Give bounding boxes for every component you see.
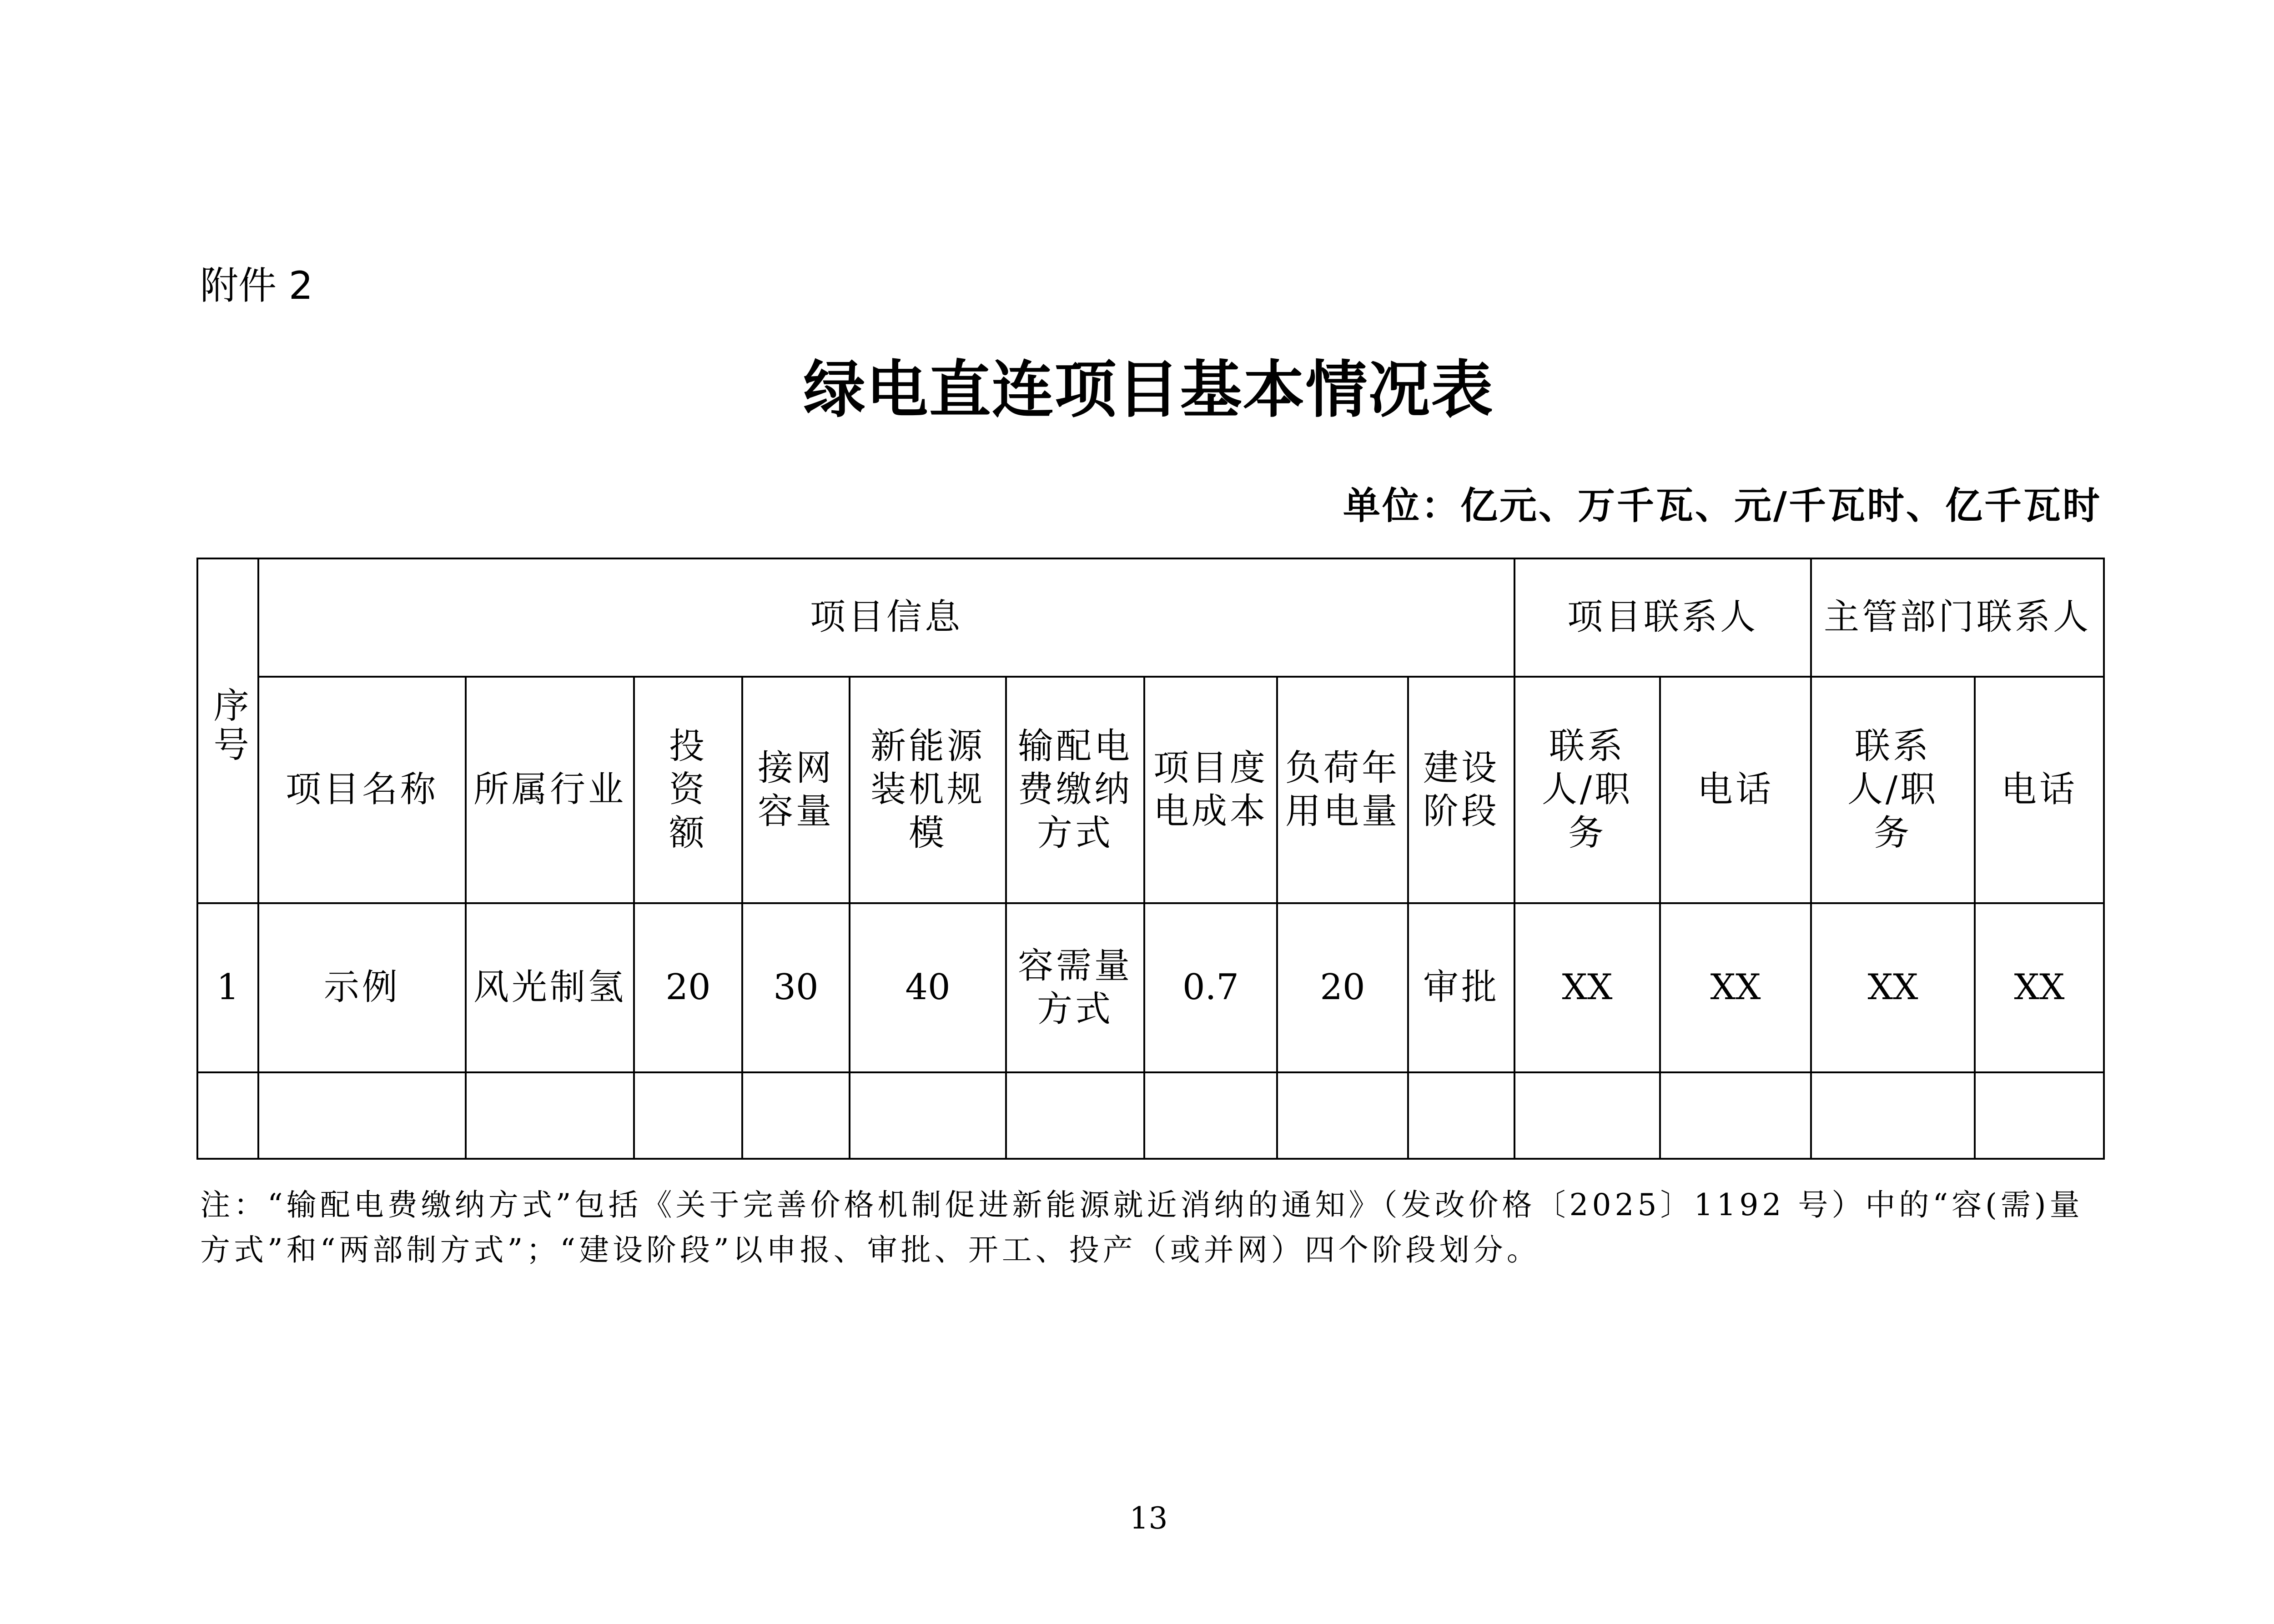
- empty-cell: [466, 1072, 634, 1159]
- header-dept-contact-person: 联系人/职务: [1811, 677, 1975, 903]
- empty-cell: [1514, 1072, 1660, 1159]
- cell-annual-load: 20: [1277, 903, 1408, 1072]
- header-stage: 建设阶段: [1408, 677, 1514, 903]
- table-row: [197, 903, 2104, 1072]
- empty-cell: [1006, 1072, 1144, 1159]
- header-annual-load: 负荷年用电量: [1277, 677, 1408, 903]
- attachment-label: 附件 2: [200, 263, 313, 308]
- cell-dept-contact-person: XX: [1811, 903, 1975, 1072]
- header-seq: 序号: [197, 558, 258, 903]
- empty-cell: [258, 1072, 466, 1159]
- cell-new-energy-scale: 40: [850, 903, 1006, 1072]
- cell-project-contact-phone: XX: [1660, 903, 1811, 1072]
- project-info-table: [196, 558, 2105, 1160]
- page-title: 绿电直连项目基本情况表: [803, 354, 1494, 426]
- footnote-line-1: 注：“输配电费缴纳方式”包括《关于完善价格机制促进新能源就近消纳的通知》（发改价格〔2025〕1192 号）中的“容(需)量: [200, 1187, 2083, 1222]
- cell-industry: 风光制氢: [466, 903, 634, 1072]
- page-number: 13: [1129, 1501, 1168, 1536]
- empty-cell: [742, 1072, 850, 1159]
- cell-seq: 1: [197, 903, 258, 1072]
- cell-project-contact-person: XX: [1514, 903, 1660, 1072]
- table-column-header-row: [197, 677, 2104, 903]
- footnote: [200, 1182, 2106, 1272]
- empty-cell: [1277, 1072, 1408, 1159]
- empty-cell: [1408, 1072, 1514, 1159]
- header-project-contact: 项目联系人: [1514, 558, 1811, 677]
- cell-stage: 审批: [1408, 903, 1514, 1072]
- header-name: 项目名称: [258, 677, 466, 903]
- table-group-header-row: [197, 558, 2104, 677]
- cell-investment: 20: [634, 903, 742, 1072]
- empty-cell: [197, 1072, 258, 1159]
- cell-name: 示例: [258, 903, 466, 1072]
- table-row-empty: [197, 1072, 2104, 1159]
- header-unit-cost: 项目度电成本: [1144, 677, 1277, 903]
- empty-cell: [850, 1072, 1006, 1159]
- empty-cell: [1144, 1072, 1277, 1159]
- cell-unit-cost: 0.7: [1144, 903, 1277, 1072]
- empty-cell: [1660, 1072, 1811, 1159]
- header-project-contact-person: 联系人/职务: [1514, 677, 1660, 903]
- header-project-contact-phone: 电话: [1660, 677, 1811, 903]
- cell-dept-contact-phone: XX: [1975, 903, 2104, 1072]
- header-new-energy-scale: 新能源装机规模: [850, 677, 1006, 903]
- header-project-info: 项目信息: [258, 558, 1514, 677]
- header-grid-capacity: 接网容量: [742, 677, 850, 903]
- footnote-line-2: 方式”和“两部制方式”；“建设阶段”以申报、审批、开工、投产（或并网）四个阶段划分。: [200, 1232, 1540, 1267]
- header-investment: 投资额: [634, 677, 742, 903]
- empty-cell: [1975, 1072, 2104, 1159]
- cell-grid-capacity: 30: [742, 903, 850, 1072]
- header-industry: 所属行业: [466, 677, 634, 903]
- cell-fee-method: 容需量方式: [1006, 903, 1144, 1072]
- unit-caption: 单位：亿元、万千瓦、元/千瓦时、亿千瓦时: [1343, 484, 2102, 528]
- empty-cell: [634, 1072, 742, 1159]
- header-dept-contact-phone: 电话: [1975, 677, 2104, 903]
- empty-cell: [1811, 1072, 1975, 1159]
- header-fee-method: 输配电费缴纳方式: [1006, 677, 1144, 903]
- header-dept-contact: 主管部门联系人: [1811, 558, 2104, 677]
